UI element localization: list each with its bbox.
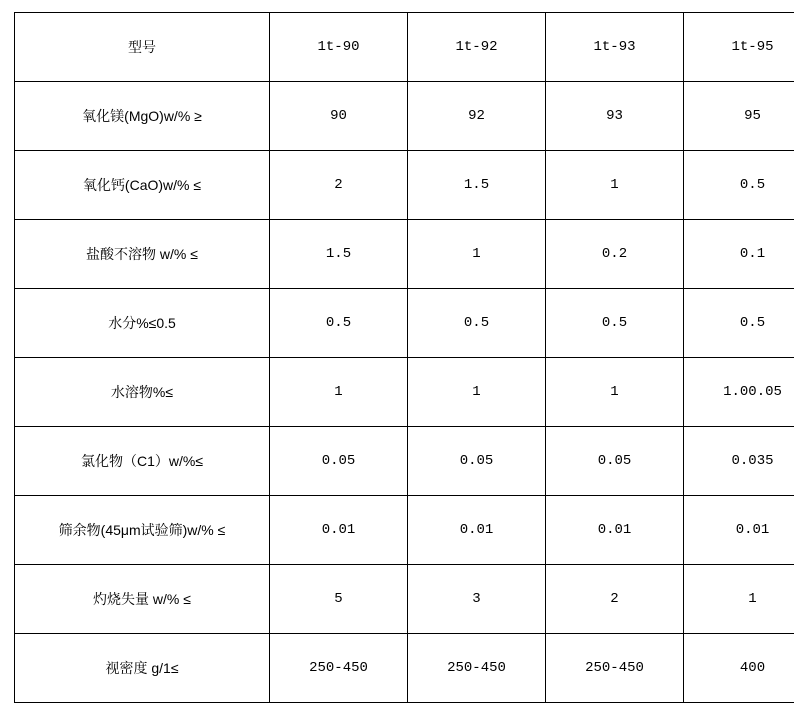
row-value: 0.01 bbox=[546, 496, 684, 565]
table-row bbox=[15, 565, 794, 634]
table-row bbox=[15, 151, 794, 220]
row-value: 1 bbox=[546, 358, 684, 427]
row-value: 0.05 bbox=[408, 427, 546, 496]
row-value: 250-450 bbox=[408, 634, 546, 703]
table-row bbox=[15, 634, 794, 703]
row-value: 0.01 bbox=[408, 496, 546, 565]
table-row bbox=[15, 427, 794, 496]
row-label: 水溶物%≤ bbox=[15, 358, 270, 427]
row-value: 0.5 bbox=[408, 289, 546, 358]
row-value: 95 bbox=[684, 82, 794, 151]
column-header-grade-2: 1t-92 bbox=[408, 13, 546, 82]
row-value: 400 bbox=[684, 634, 794, 703]
row-value: 5 bbox=[270, 565, 408, 634]
table-row bbox=[15, 289, 794, 358]
table-row bbox=[15, 358, 794, 427]
row-value: 0.5 bbox=[684, 151, 794, 220]
row-value: 1 bbox=[546, 151, 684, 220]
column-header-grade-3: 1t-93 bbox=[546, 13, 684, 82]
row-value: 92 bbox=[408, 82, 546, 151]
table-row bbox=[15, 220, 794, 289]
column-header-grade-4: 1t-95 bbox=[684, 13, 794, 82]
row-value: 90 bbox=[270, 82, 408, 151]
row-label: 氧化钙(CaO)w/% ≤ bbox=[15, 151, 270, 220]
row-value: 1 bbox=[684, 565, 794, 634]
row-label: 灼烧失量 w/% ≤ bbox=[15, 565, 270, 634]
row-value: 1 bbox=[270, 358, 408, 427]
row-value: 93 bbox=[546, 82, 684, 151]
row-value: 250-450 bbox=[546, 634, 684, 703]
row-value: 0.1 bbox=[684, 220, 794, 289]
row-label: 盐酸不溶物 w/% ≤ bbox=[15, 220, 270, 289]
row-label: 水分%≤0.5 bbox=[15, 289, 270, 358]
table-body bbox=[15, 13, 794, 703]
row-value: 0.035 bbox=[684, 427, 794, 496]
table-row bbox=[15, 496, 794, 565]
row-label: 筛余物(45μm试验筛)w/% ≤ bbox=[15, 496, 270, 565]
row-value: 0.5 bbox=[684, 289, 794, 358]
row-value: 0.05 bbox=[270, 427, 408, 496]
row-value: 250-450 bbox=[270, 634, 408, 703]
row-value: 0.5 bbox=[546, 289, 684, 358]
row-value: 0.2 bbox=[546, 220, 684, 289]
row-value: 1 bbox=[408, 220, 546, 289]
specification-table bbox=[14, 12, 794, 703]
row-value: 2 bbox=[270, 151, 408, 220]
row-value: 1.5 bbox=[270, 220, 408, 289]
row-value: 3 bbox=[408, 565, 546, 634]
row-value: 0.01 bbox=[270, 496, 408, 565]
row-label: 氧化镁(MgO)w/% ≥ bbox=[15, 82, 270, 151]
table-row bbox=[15, 82, 794, 151]
row-value: 0.05 bbox=[546, 427, 684, 496]
column-header-grade-1: 1t-90 bbox=[270, 13, 408, 82]
row-value: 1.00.05 bbox=[684, 358, 794, 427]
column-header-model: 型号 bbox=[15, 13, 270, 82]
row-value: 1 bbox=[408, 358, 546, 427]
row-value: 0.01 bbox=[684, 496, 794, 565]
row-value: 2 bbox=[546, 565, 684, 634]
row-label: 视密度 g/1≤ bbox=[15, 634, 270, 703]
row-label: 氯化物（C1）w/%≤ bbox=[15, 427, 270, 496]
row-value: 0.5 bbox=[270, 289, 408, 358]
table-header-row bbox=[15, 13, 794, 82]
row-value: 1.5 bbox=[408, 151, 546, 220]
